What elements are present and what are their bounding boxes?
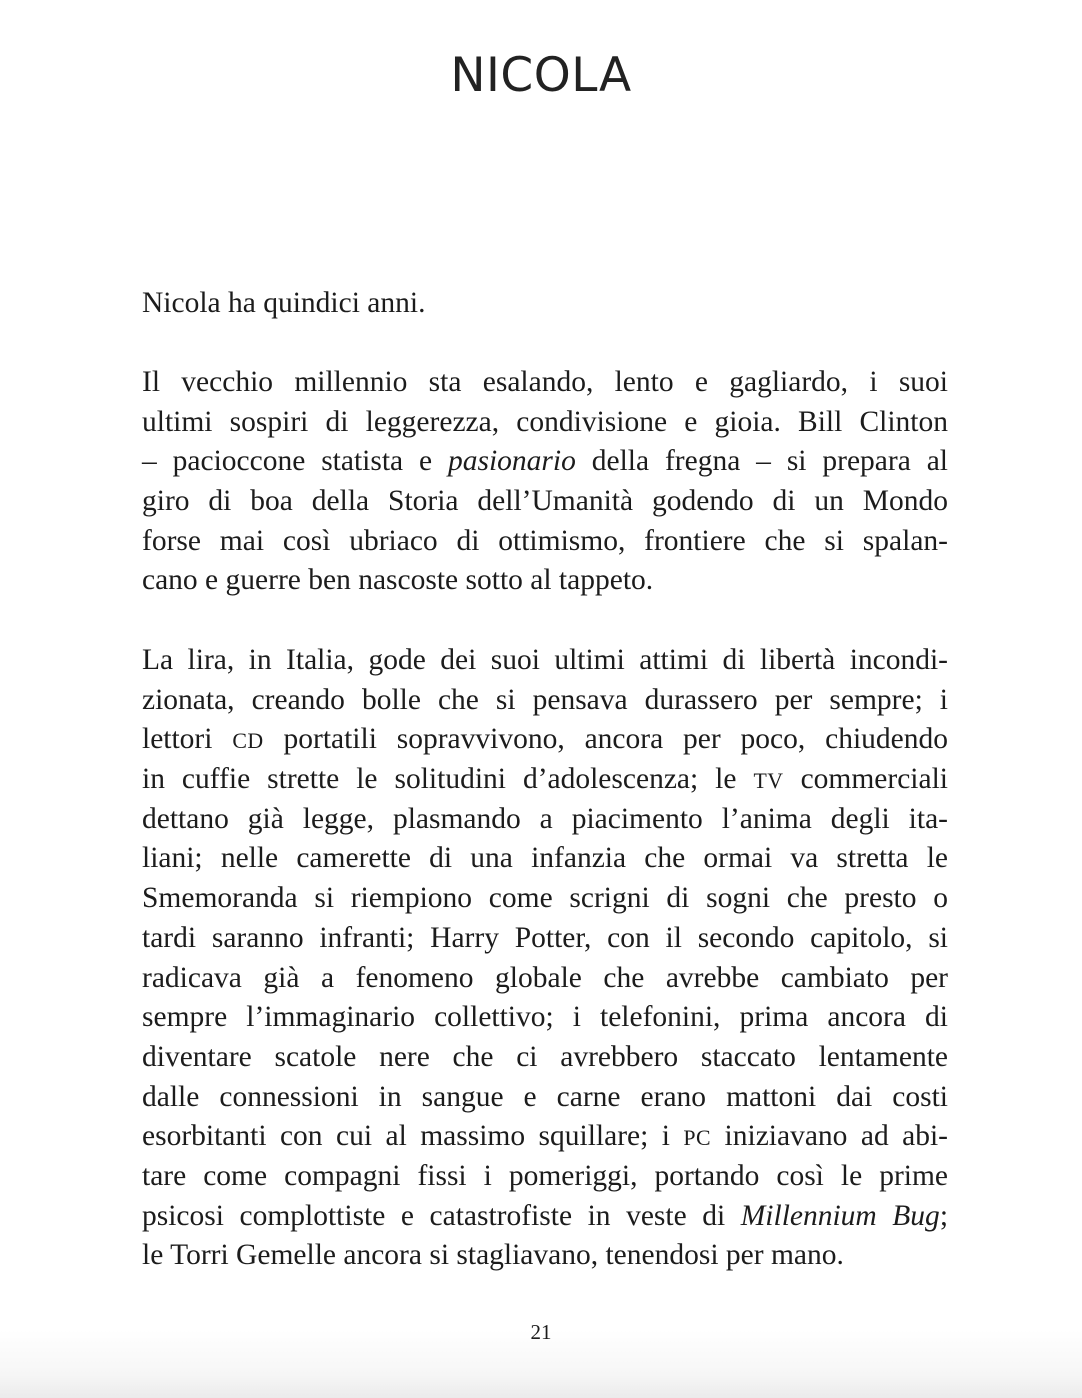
text-segment: della fregna – si prepara al [575, 445, 948, 478]
paragraph-1 [142, 284, 948, 324]
small-caps-abbr: PC [683, 1126, 712, 1151]
small-caps-abbr: TV [753, 769, 784, 794]
text-line: sempre l’immaginario collettivo; i telefonini, prima ancora di [142, 1001, 948, 1034]
text-segment: portatili sopravvivono, ancora per poco, chiudendo [263, 723, 948, 756]
chapter-title: NICOLA [450, 48, 632, 103]
text-line: Il vecchio millennio sta esalando, lento e gagliardo, i suoi [142, 366, 948, 398]
text-line: le Torri Gemelle ancora si stagliavano, tenendosi per mano. [142, 1239, 844, 1272]
italic-term: pasionario [448, 445, 576, 478]
text-line: Smemoranda si riempiono come scrigni di sogni che presto o [142, 882, 948, 915]
text-segment: in cuffie strette le solitudini d’adolescenza; le [142, 763, 754, 796]
text-line: radicava già a fenomeno globale che avrebbe cambiato per [142, 961, 948, 994]
paragraph-3 [142, 641, 948, 1276]
text-line: diventare scatole nere che ci avrebbero staccato lentamente [142, 1040, 948, 1073]
paragraph-2 [142, 363, 948, 601]
text-line: liani; nelle camerette di una infanzia che ormai va stretta le [142, 842, 948, 875]
text-line: dalle connessioni in sangue e carne erano mattoni dai costi [142, 1080, 948, 1113]
text-line: La lira, in Italia, gode dei suoi ultimi attimi di libertà incondi- [142, 644, 948, 676]
text-line [142, 442, 948, 482]
text-line: Nicola ha quindici anni. [142, 287, 426, 319]
text-segment: psicosi complottiste e catastrofiste in veste di [142, 1199, 741, 1232]
text-line: cano e guerre ben nascoste sotto al tappeto. [142, 564, 654, 597]
text-segment: ; [939, 1199, 949, 1232]
text-line: tardi saranno infranti; Harry Potter, con il secondo capitolo, si [142, 921, 948, 954]
text-line: tare come compagni fissi i pomeriggi, portando così le prime [142, 1159, 948, 1192]
text-segment: iniziavano ad abi- [711, 1120, 949, 1153]
text-line: giro di boa della Storia dell’Umanità godendo di un Mondo [142, 485, 948, 518]
text-line: dettano già legge, plasmando a piacimento l’anima degli ita- [142, 802, 948, 835]
text-line [142, 1197, 948, 1237]
text-line: forse mai così ubriaco di ottimismo, frontiere che si spalan- [142, 524, 948, 557]
text-line [142, 720, 948, 760]
page-number: 21 [530, 1320, 552, 1344]
italic-term: Millennium Bug [740, 1199, 940, 1232]
text-line: zionata, creando bolle che si pensava durassero per sempre; i [142, 683, 948, 716]
text-line: ultimi sospiri di leggerezza, condivisione e gioia. Bill Clinton [142, 405, 948, 438]
text-segment: commerciali [783, 763, 948, 796]
text-line [142, 760, 948, 800]
text-line [142, 1117, 948, 1157]
text-segment: esorbitanti con cui al massimo squillare; i [142, 1120, 684, 1153]
text-segment: – pacioccone statista e [142, 445, 448, 478]
small-caps-abbr: CD [232, 729, 264, 754]
text-segment: lettori [142, 723, 233, 756]
